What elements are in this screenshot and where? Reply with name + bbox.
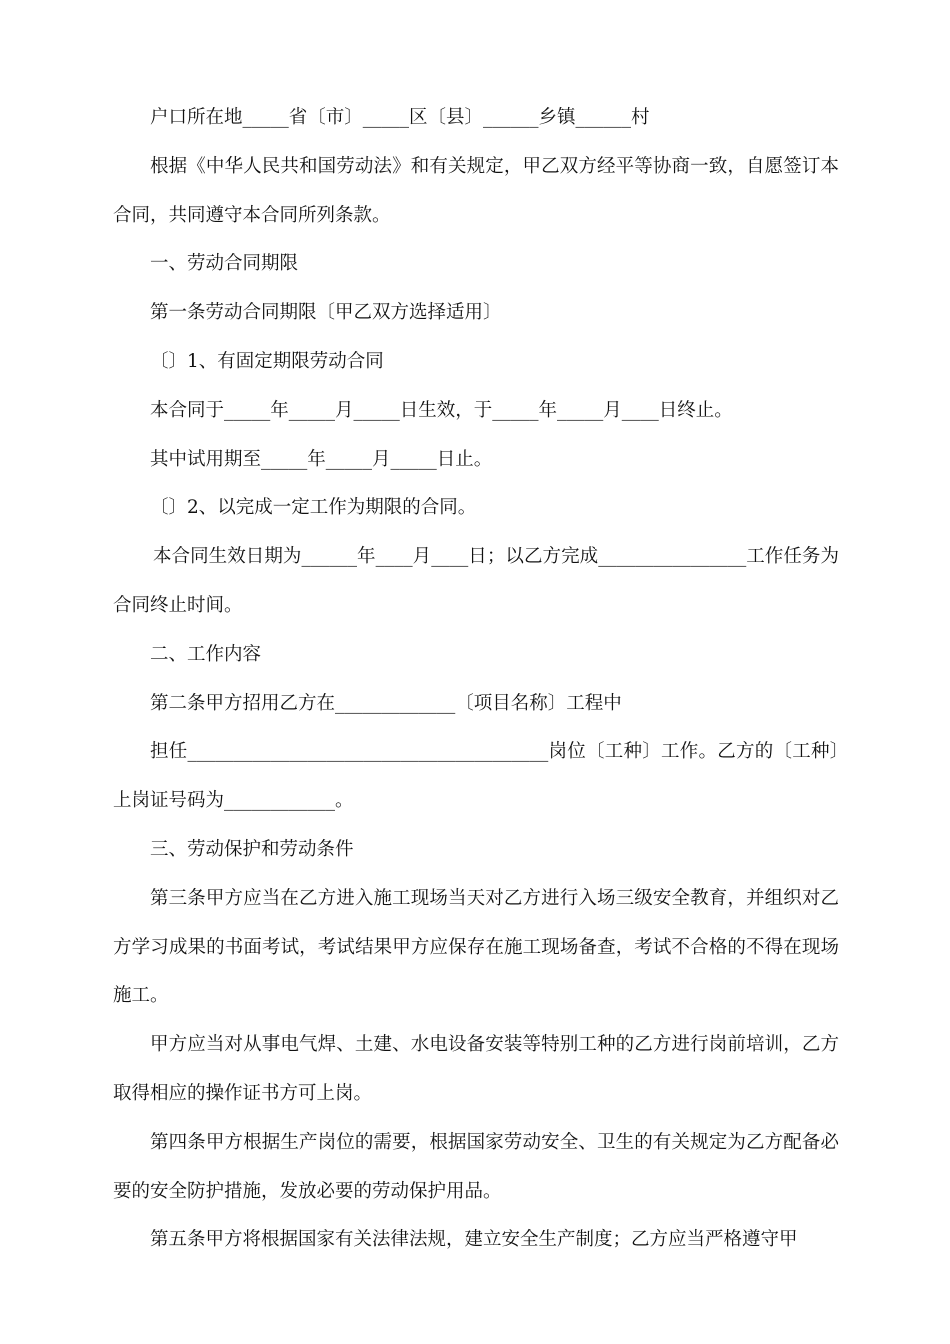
article-5-safety-system: 第五条甲方将根据国家有关法律法规，建立安全生产制度；乙方应当严格遵守甲 bbox=[150, 1229, 798, 1251]
task-based-dates: 本合同生效日期为______年____月____日；以乙方完成________________工作任务为合同终止时间。 bbox=[113, 546, 839, 616]
option-fixed-term: 〔〕1、有固定期限劳动合同 bbox=[150, 350, 384, 372]
article-1-title: 第一条劳动合同期限〔甲乙双方选择适用〕 bbox=[150, 302, 502, 324]
option-task-based: 〔〕2、以完成一定工作为期限的合同。 bbox=[150, 497, 477, 519]
section-heading-contract-term: 一、劳动合同期限 bbox=[150, 253, 299, 275]
special-trade-training: 甲方应当对从事电气焊、土建、水电设备安装等特别工种的乙方进行岗前培训，乙方取得相应的操作证书方可上岗。 bbox=[113, 1034, 839, 1104]
probation-period: 其中试用期至_____年_____月_____日止。 bbox=[150, 448, 493, 470]
section-heading-labor-protection: 三、劳动保护和劳动条件 bbox=[150, 838, 354, 860]
document-page bbox=[113, 94, 839, 1265]
section-heading-work-content: 二、工作内容 bbox=[150, 643, 262, 665]
article-2-position: 担任_______________________________________岗位〔工种〕工作。乙方的〔工种〕上岗证号码为____________。 bbox=[113, 741, 839, 812]
fixed-term-dates: 本合同于_____年_____月_____日生效，于_____年_____月____日终止。 bbox=[150, 399, 733, 421]
article-2-project: 第二条甲方招用乙方在_____________〔项目名称〕工程中 bbox=[150, 692, 622, 714]
article-4-protective-equipment: 第四条甲方根据生产岗位的需要，根据国家劳动安全、卫生的有关规定为乙方配备必要的安全防护措施，发放必要的劳动保护用品。 bbox=[113, 1131, 839, 1202]
preamble-paragraph: 根据《中华人民共和国劳动法》和有关规定，甲乙双方经平等协商一致，自愿签订本合同，共同遵守本合同所列条款。 bbox=[113, 155, 839, 226]
household-registration-line: 户口所在地_____省〔市〕_____区〔县〕______乡镇______村 bbox=[150, 107, 650, 128]
article-3-safety-education: 第三条甲方应当在乙方进入施工现场当天对乙方进行入场三级安全教育，并组织对乙方学习成果的书面考试，考试结果甲方应保存在施工现场备查，考试不合格的不得在现场施工。 bbox=[113, 887, 839, 1007]
